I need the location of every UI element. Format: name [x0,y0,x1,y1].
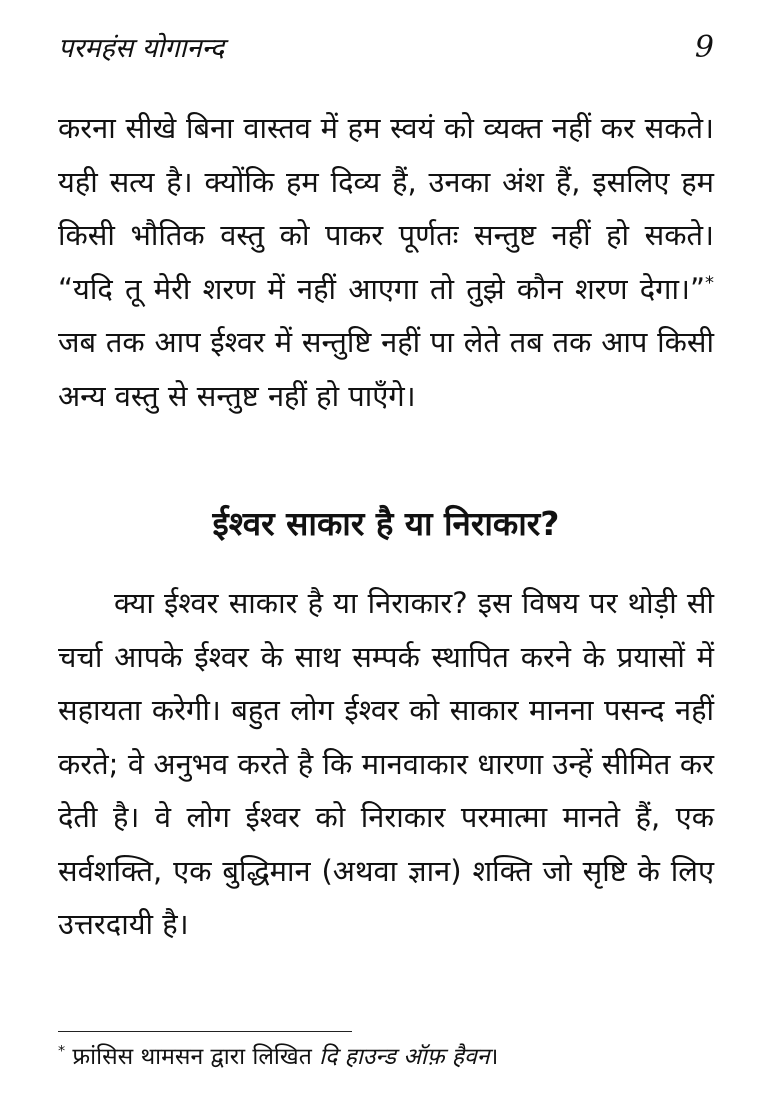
section-heading: ईश्वर साकार है या निराकार? [212,504,560,543]
footnote-work-title: दि हाउन्ड ऑफ़ हैवन [319,1044,490,1070]
running-header-title: परमहंस योगानन्द [58,33,225,64]
body-paragraph-1 [58,102,714,423]
running-header [58,28,714,72]
paragraph-1-text-start: करना सीखे बिना वास्तव में हम स्वयं को व्यक्त नहीं कर सकते। यही सत्य है। क्योंकि हम दिव्य हैं, उनका अंश हैं, इसलिए हम किसी भौतिक वस्तु को पाकर पूर्णतः सन्तुष्ट नहीं हो सकते। “यदि तू मेरी शरण में नहीं आएगा तो तुझे कौन शरण देगा।” [58,111,714,306]
footnote-text: फ्रांसिस थामसन द्वारा लिखित [65,1044,320,1070]
body-paragraph-2: क्या ईश्वर साकार है या निराकार? इस विषय पर थोड़ी सी चर्चा आपके ईश्वर के साथ सम्पर्क स्थापित करने के प्रयासों में सहायता करेगी। बहुत लोग ईश्वर को साकार मानना पसन्द नहीं करते; वे अनुभव करते है कि मानवाकार धारणा उन्हें सीमित कर देती है। वे लोग ईश्वर को निराकार परमात्मा मानते हैं, एक सर्वशक्ति, एक बुद्धिमान (अथवा ज्ञान) शक्ति जो सृष्टि के लिए उत्तरदायी है। [58,586,714,941]
footnote-divider [58,1031,352,1032]
page-number: 9 [694,30,714,65]
footnote [58,1040,714,1074]
footnote-end-mark: । [489,1044,499,1070]
paragraph-1-text-end: जब तक आप ईश्वर में सन्तुष्टि नहीं पा लेते तब तक आप किसी अन्य वस्तु से सन्तुष्ट नहीं हो पाएँगे। [58,325,714,413]
footnote-marker: * [58,1043,66,1060]
footnote-reference-marker: * [705,271,714,293]
